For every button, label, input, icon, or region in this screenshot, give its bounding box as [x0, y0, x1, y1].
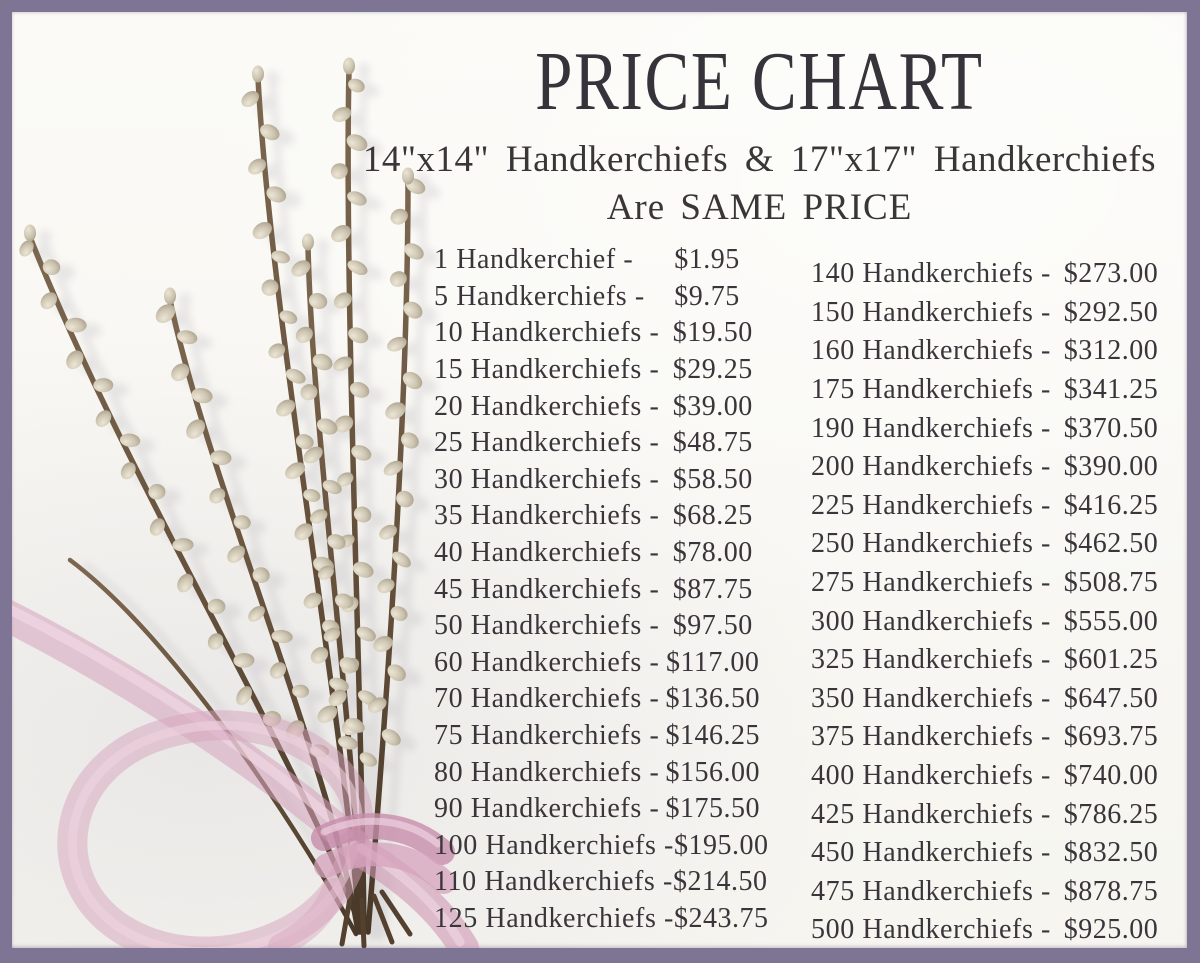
- price-value: $508.75: [1063, 567, 1159, 599]
- price-value: $292.50: [1063, 296, 1159, 328]
- price-row: [434, 681, 766, 718]
- quantity-label: 20 Handkerchiefs -: [434, 390, 660, 422]
- quantity-label: 25 Handkerchiefs -: [434, 427, 660, 459]
- price-value: $273.00: [1063, 258, 1159, 290]
- price-row: [434, 571, 766, 608]
- quantity-label: 140 Handkerchiefs -: [811, 258, 1051, 290]
- price-value: $416.25: [1063, 489, 1159, 521]
- price-row: [811, 294, 1171, 333]
- price-row: [811, 680, 1171, 719]
- price-row: [811, 371, 1171, 410]
- price-row: [434, 718, 766, 755]
- quantity-label: 425 Handkerchiefs -: [811, 798, 1051, 830]
- price-row: [811, 834, 1171, 873]
- subtitle-line2: Are SAME PRICE: [606, 186, 913, 228]
- quantity-label: 50 Handkerchiefs -: [434, 610, 660, 642]
- price-value: $370.50: [1063, 412, 1159, 444]
- page-title: PRICE CHART: [535, 35, 984, 128]
- quantity-label: 300 Handkerchiefs -: [811, 605, 1051, 637]
- price-row: [434, 754, 766, 791]
- price-row: [434, 425, 766, 462]
- price-row: [811, 332, 1171, 371]
- price-value: $1.95: [674, 244, 740, 276]
- price-row: [434, 279, 766, 316]
- price-column-left: [434, 242, 769, 937]
- quantity-label: 375 Handkerchiefs -: [811, 721, 1051, 753]
- price-value: $214.50: [672, 866, 768, 898]
- quantity-label: 1 Handkerchief -: [434, 244, 634, 276]
- quantity-label: 30 Handkerchiefs -: [434, 463, 660, 495]
- quantity-label: 80 Handkerchiefs -: [434, 756, 660, 788]
- quantity-label: 75 Handkerchiefs -: [434, 720, 660, 752]
- quantity-label: 60 Handkerchiefs -: [434, 646, 660, 678]
- price-row: [434, 242, 766, 279]
- photo-backdrop: [12, 12, 1187, 948]
- price-value: $786.25: [1063, 798, 1159, 830]
- price-row: [811, 487, 1171, 526]
- price-value: $97.50: [672, 610, 753, 642]
- quantity-label: 160 Handkerchiefs -: [811, 335, 1051, 367]
- price-value: $87.75: [672, 573, 753, 605]
- price-row: [434, 388, 766, 425]
- price-value: $136.50: [665, 683, 760, 715]
- quantity-label: 190 Handkerchiefs -: [811, 412, 1051, 444]
- price-value: $601.25: [1063, 644, 1159, 676]
- price-column-right: [811, 255, 1171, 950]
- price-value: $58.50: [672, 463, 753, 495]
- quantity-label: 110 Handkerchiefs -: [434, 866, 673, 898]
- price-value: $740.00: [1063, 760, 1159, 792]
- price-row: [811, 795, 1171, 834]
- quantity-label: 90 Handkerchiefs -: [434, 793, 660, 825]
- price-row: [811, 255, 1171, 294]
- price-value: $146.25: [665, 720, 760, 752]
- quantity-label: 40 Handkerchiefs -: [434, 537, 660, 569]
- price-row: [811, 409, 1171, 448]
- price-value: $832.50: [1063, 837, 1159, 869]
- quantity-label: 350 Handkerchiefs -: [811, 682, 1051, 714]
- price-value: $48.75: [672, 427, 753, 459]
- price-value: $9.75: [674, 280, 740, 312]
- price-value: $462.50: [1063, 528, 1159, 560]
- price-value: $243.75: [673, 902, 769, 934]
- price-value: $925.00: [1063, 914, 1159, 946]
- price-row: [811, 602, 1171, 641]
- quantity-label: 125 Handkerchiefs -: [434, 902, 674, 934]
- quantity-label: 275 Handkerchiefs -: [811, 567, 1051, 599]
- price-row: [434, 645, 766, 682]
- header: [342, 35, 1177, 229]
- quantity-label: 175 Handkerchiefs -: [811, 374, 1051, 406]
- quantity-label: 10 Handkerchiefs -: [434, 317, 660, 349]
- subtitle-line1: 14"x14" Handkerchiefs & 17"x17" Handkerchiefs: [362, 139, 1157, 181]
- price-row: [811, 641, 1171, 680]
- price-value: $390.00: [1063, 451, 1159, 483]
- quantity-label: 5 Handkerchiefs -: [434, 280, 645, 312]
- quantity-label: 200 Handkerchiefs -: [811, 451, 1051, 483]
- price-row: [811, 911, 1171, 950]
- quantity-label: 500 Handkerchiefs -: [811, 914, 1051, 946]
- quantity-label: 450 Handkerchiefs -: [811, 837, 1051, 869]
- price-value: $195.00: [673, 829, 769, 861]
- price-value: $78.00: [672, 537, 753, 569]
- price-row: [434, 901, 769, 938]
- quantity-label: 15 Handkerchiefs -: [434, 354, 660, 386]
- quantity-label: 325 Handkerchiefs -: [811, 644, 1051, 676]
- price-value: $555.00: [1063, 605, 1159, 637]
- price-row: [434, 608, 766, 645]
- price-row: [811, 718, 1171, 757]
- price-value: $117.00: [665, 646, 760, 678]
- quantity-label: 45 Handkerchiefs -: [434, 573, 660, 605]
- price-row: [434, 462, 766, 499]
- price-value: $878.75: [1063, 875, 1159, 907]
- price-row: [434, 352, 766, 389]
- price-row: [434, 864, 766, 901]
- price-row: [811, 873, 1171, 912]
- price-value: $175.50: [665, 793, 760, 825]
- price-value: $647.50: [1063, 682, 1159, 714]
- price-row: [434, 828, 769, 865]
- price-value: $68.25: [672, 500, 753, 532]
- quantity-label: 250 Handkerchiefs -: [811, 528, 1051, 560]
- price-row: [811, 757, 1171, 796]
- price-row: [434, 498, 766, 535]
- price-value: $19.50: [672, 317, 753, 349]
- price-value: $29.25: [672, 354, 753, 386]
- price-value: $341.25: [1063, 374, 1159, 406]
- quantity-label: 70 Handkerchiefs -: [434, 683, 660, 715]
- quantity-label: 400 Handkerchiefs -: [811, 760, 1051, 792]
- quantity-label: 150 Handkerchiefs -: [811, 296, 1051, 328]
- quantity-label: 225 Handkerchiefs -: [811, 489, 1051, 521]
- quantity-label: 475 Handkerchiefs -: [811, 875, 1051, 907]
- price-row: [434, 315, 766, 352]
- price-row: [811, 525, 1171, 564]
- price-value: $312.00: [1063, 335, 1159, 367]
- price-value: $39.00: [672, 390, 753, 422]
- quantity-label: 100 Handkerchiefs -: [434, 829, 674, 861]
- price-row: [811, 564, 1171, 603]
- price-value: $693.75: [1063, 721, 1159, 753]
- price-row: [811, 448, 1171, 487]
- price-row: [434, 791, 766, 828]
- quantity-label: 35 Handkerchiefs -: [434, 500, 660, 532]
- price-value: $156.00: [665, 756, 760, 788]
- price-row: [434, 535, 766, 572]
